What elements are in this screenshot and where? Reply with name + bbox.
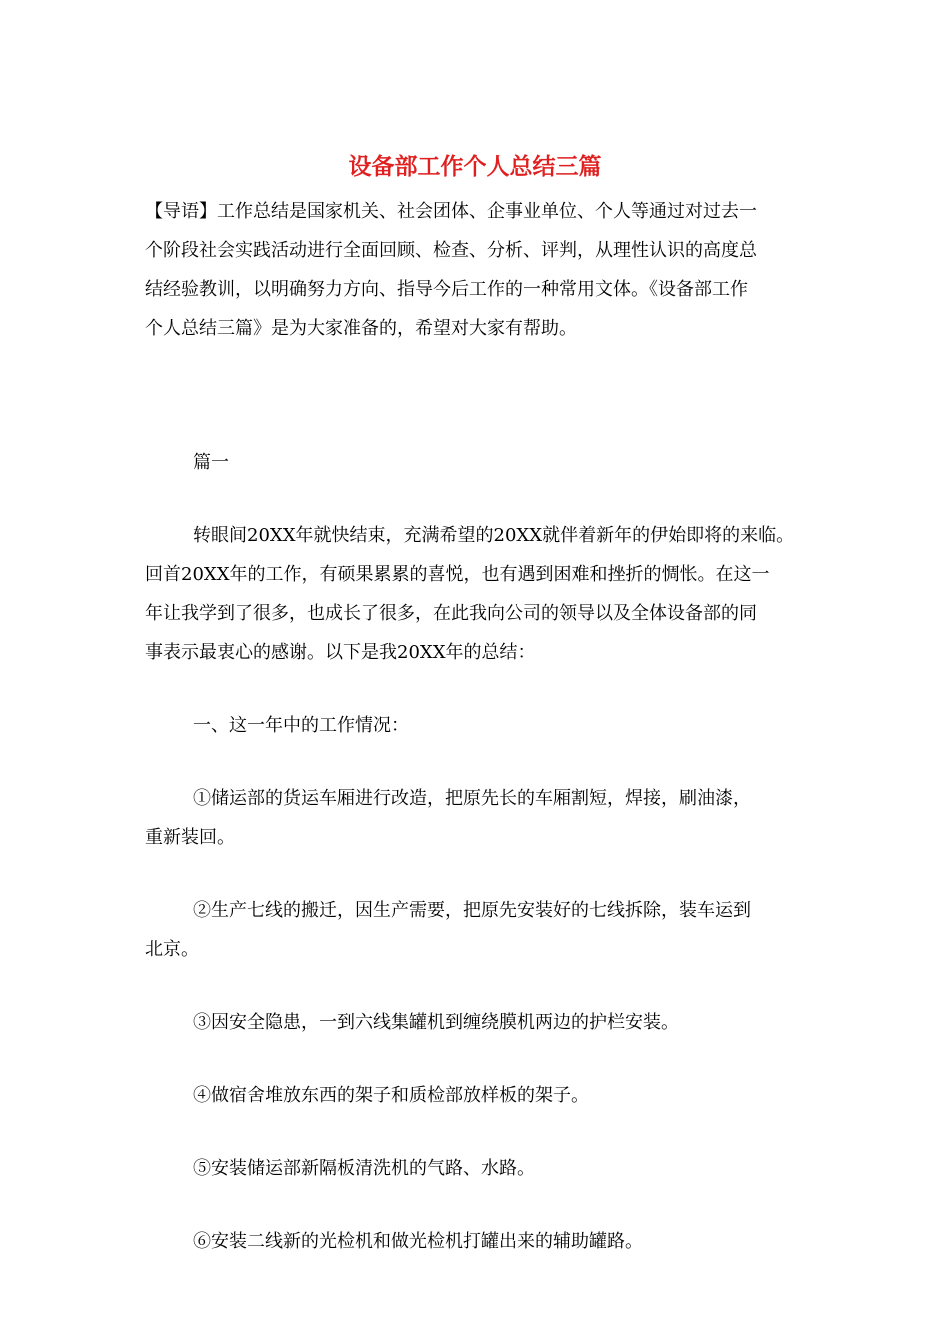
intro-line: 个阶段社会实践活动进行全面回顾、检查、分析、评判，从理性认识的高度总: [145, 240, 757, 261]
list-item-line: 北京。: [145, 939, 199, 960]
list-item-line: ②生产七线的搬迁，因生产需要，把原先安装好的七线拆除，装车运到: [193, 900, 751, 921]
list-item-2: [145, 891, 810, 969]
list-item-4: ④做宿舍堆放东西的架子和质检部放样板的架子。: [193, 1085, 589, 1106]
intro-line: 结经验教训，以明确努力方向、指导今后工作的一种常用文体。《设备部工作: [145, 279, 748, 300]
paragraph-line: 回首20XX年的工作，有硕果累累的喜悦，也有遇到困难和挫折的惆怅。在这一: [145, 564, 770, 585]
list-item-line: 重新装回。: [145, 827, 235, 848]
section-heading: 篇一: [193, 452, 229, 473]
paragraph-line: 年让我学到了很多，也成长了很多，在此我向公司的领导以及全体设备部的同: [145, 603, 757, 624]
list-item-6: ⑥安装二线新的光检机和做光检机打罐出来的辅助罐路。: [193, 1231, 643, 1252]
body-block: [145, 443, 810, 1261]
intro-block: [145, 192, 805, 348]
list-item-1: [145, 779, 810, 857]
paragraph-line: 转眼间20XX年就快结束，充满希望的20XX就伴着新年的伊始即将的来临。: [193, 525, 795, 546]
list-item-5: ⑤安装储运部新隔板清洗机的气路、水路。: [193, 1158, 535, 1179]
list-item-3: ③因安全隐患，一到六线集罐机到缠绕膜机两边的护栏安装。: [193, 1012, 679, 1033]
document-title: 设备部工作个人总结三篇: [348, 153, 602, 180]
list-item-line: ①储运部的货运车厢进行改造，把原先长的车厢割短，焊接，刷油漆，: [193, 788, 751, 809]
intro-line: 个人总结三篇》是为大家准备的，希望对大家有帮助。: [145, 318, 577, 339]
subheading: 一、这一年中的工作情况：: [193, 715, 409, 736]
intro-line: 【导语】工作总结是国家机关、社会团体、企事业单位、个人等通过对过去一: [145, 201, 757, 222]
paragraph-1: [145, 516, 810, 672]
paragraph-line: 事表示最衷心的感谢。以下是我20XX年的总结：: [145, 642, 536, 663]
